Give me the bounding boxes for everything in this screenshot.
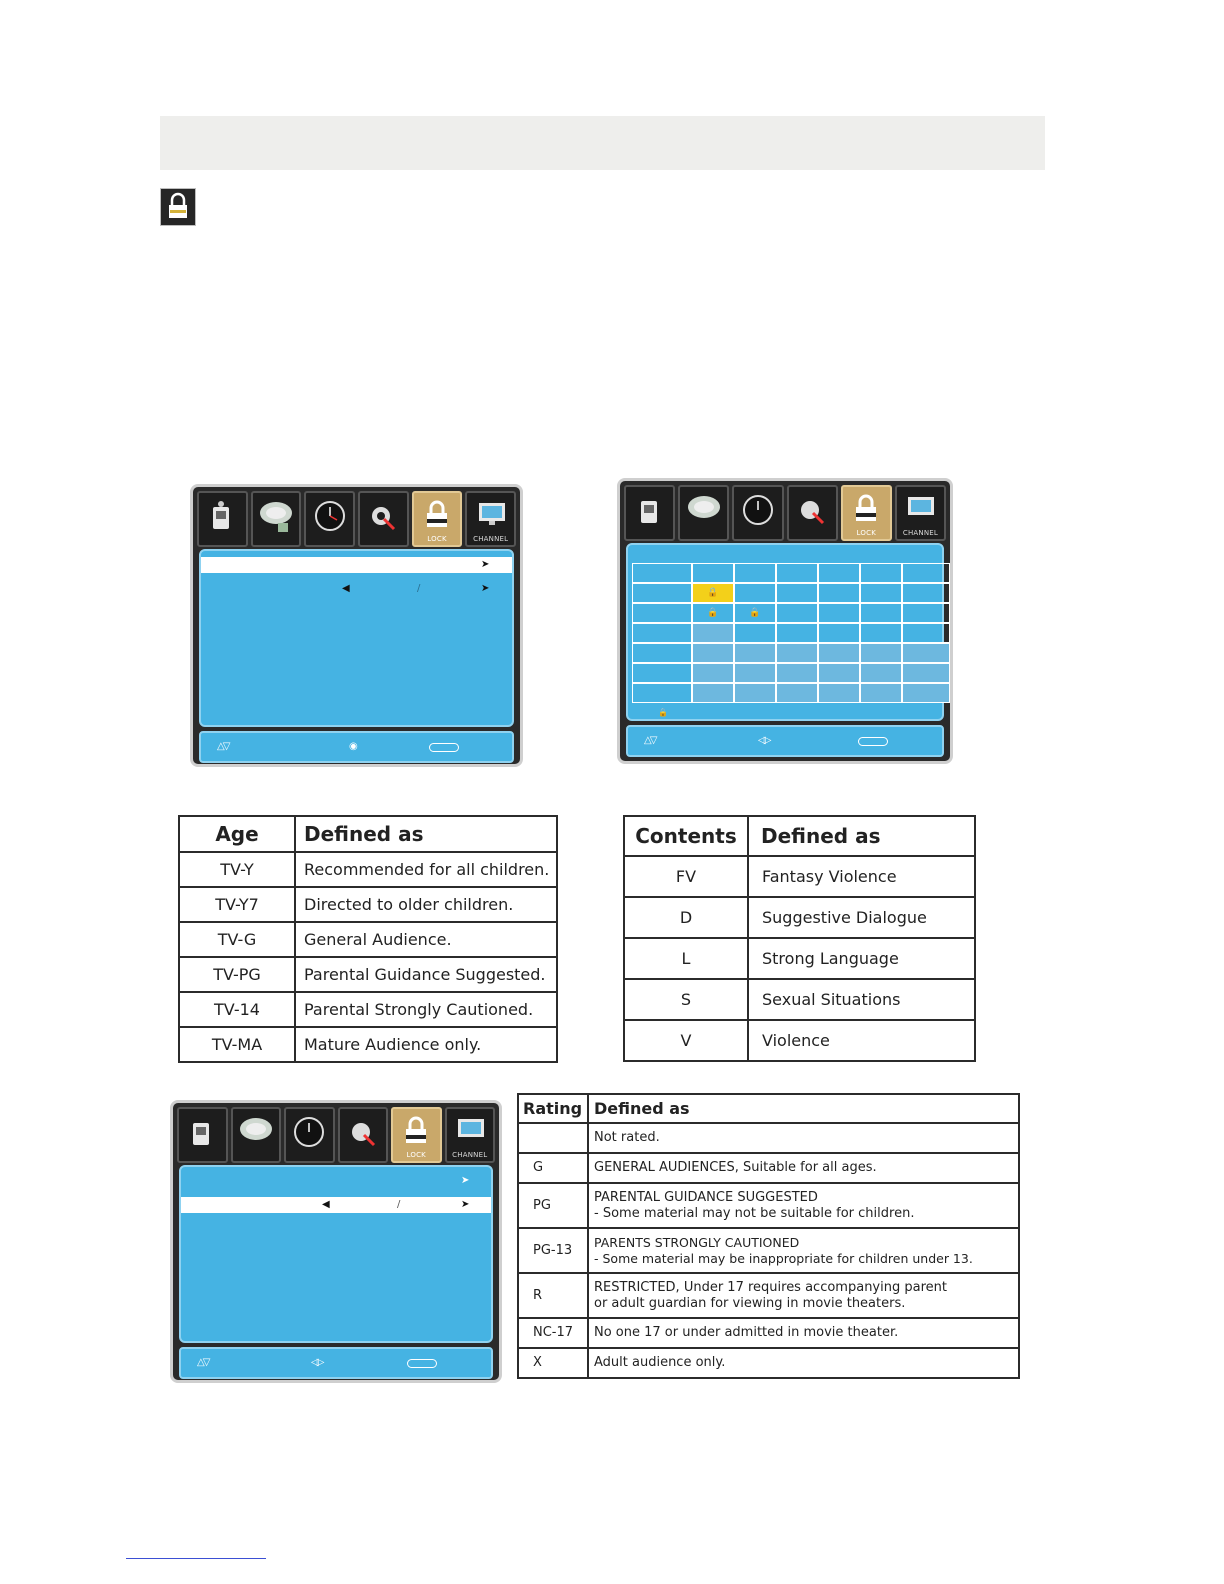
time-icon[interactable] <box>284 1107 335 1163</box>
table-row: TV-G General Audience. <box>179 922 557 957</box>
grid-cell-locked[interactable] <box>692 583 734 603</box>
table-row: PG PARENTAL GUIDANCE SUGGESTED - Some material may not be suitable for children. <box>518 1183 1019 1228</box>
table-row: TV-PG Parental Guidance Suggested. <box>179 957 557 992</box>
table-row: TV-Y Recommended for all children. <box>179 852 557 887</box>
table-row: FV Fantasy Violence <box>624 856 975 897</box>
table-row: V Violence <box>624 1020 975 1061</box>
left-arrow-icon[interactable]: ◀ <box>342 583 350 594</box>
table-row: Not rated. <box>518 1123 1019 1153</box>
setup-icon[interactable] <box>358 491 409 547</box>
table-row: X Adult audience only. <box>518 1348 1019 1378</box>
menu-key-icon <box>429 743 459 752</box>
setup-icon[interactable] <box>338 1107 389 1163</box>
channel-icon[interactable]: CHANNEL <box>465 491 516 547</box>
lock-icon: 🔒 <box>749 608 761 618</box>
tv-menu-lock-age <box>190 484 523 767</box>
lock-menu-tile[interactable]: LOCK <box>412 491 463 547</box>
table-header: Age <box>179 816 295 852</box>
up-down-icon: △▽ <box>644 735 656 746</box>
picture-icon[interactable] <box>177 1107 228 1163</box>
sound-icon[interactable] <box>678 485 729 541</box>
movie-rating-table <box>517 1093 1020 1379</box>
picture-icon[interactable] <box>197 491 248 547</box>
lock-icon <box>160 188 196 226</box>
menu-row[interactable]: ◀ / ➤ <box>342 583 490 594</box>
menu-icon-bar <box>197 491 516 547</box>
sound-icon[interactable] <box>231 1107 282 1163</box>
table-row: L Strong Language <box>624 938 975 979</box>
table-header: Defined as <box>748 816 975 856</box>
menu-row-selected[interactable]: ◀ / ➤ <box>181 1197 491 1213</box>
table-row: PG-13 PARENTS STRONGLY CAUTIONED - Some material may be inappropriate for children under 13. <box>518 1228 1019 1273</box>
menu-row-selected[interactable]: ➤ <box>201 557 512 573</box>
lock-icon: 🔒 <box>658 708 668 717</box>
table-row: R RESTRICTED, Under 17 requires accompanying parent or adult guardian for viewing in movie theaters. <box>518 1273 1019 1318</box>
setup-icon[interactable] <box>787 485 838 541</box>
section-header-band <box>160 116 1045 170</box>
menu-row[interactable]: ➤ <box>461 1175 470 1186</box>
menu-panel <box>199 549 514 727</box>
table-row: NC-17 No one 17 or under admitted in movie theater. <box>518 1318 1019 1348</box>
table-row: TV-MA Mature Audience only. <box>179 1027 557 1062</box>
table-row: D Suggestive Dialogue <box>624 897 975 938</box>
table-row: TV-Y7 Directed to older children. <box>179 887 557 922</box>
time-icon[interactable] <box>732 485 783 541</box>
menu-key-icon <box>407 1359 437 1368</box>
right-arrow-icon[interactable]: ➤ <box>481 583 490 594</box>
lock-icon: 🔒 <box>707 588 719 598</box>
grid-cell-locked[interactable] <box>734 603 776 623</box>
up-down-icon: △▽ <box>217 741 229 752</box>
lock-menu-tile[interactable]: LOCK <box>841 485 892 541</box>
rating-grid-panel <box>626 543 944 721</box>
table-row: G GENERAL AUDIENCES, Suitable for all ages. <box>518 1153 1019 1183</box>
grid-cell-locked[interactable] <box>692 603 734 623</box>
sound-icon[interactable] <box>251 491 302 547</box>
menu-footer <box>626 725 944 757</box>
footer-link-underline[interactable] <box>126 1558 266 1559</box>
enter-icon: ◉ <box>349 741 356 752</box>
table-header: Defined as <box>295 816 557 852</box>
up-down-icon: △▽ <box>197 1357 209 1368</box>
left-right-icon: ◁▷ <box>311 1357 323 1368</box>
table-header: Defined as <box>588 1094 1019 1123</box>
menu-icon-bar <box>177 1107 495 1163</box>
channel-icon[interactable]: CHANNEL <box>895 485 946 541</box>
lock-icon: 🔒 <box>707 608 719 618</box>
table-row: TV-14 Parental Strongly Cautioned. <box>179 992 557 1027</box>
tv-rating-table <box>178 815 558 1063</box>
menu-key-icon <box>858 737 888 746</box>
channel-icon[interactable]: CHANNEL <box>445 1107 496 1163</box>
menu-panel <box>179 1165 493 1343</box>
right-arrow-icon[interactable]: ➤ <box>461 1199 470 1210</box>
left-arrow-icon[interactable]: ◀ <box>322 1199 330 1210</box>
lock-menu-tile[interactable]: LOCK <box>391 1107 442 1163</box>
menu-icon-bar <box>624 485 946 541</box>
time-icon[interactable] <box>304 491 355 547</box>
tv-menu-rating-grid <box>617 478 953 764</box>
menu-footer <box>199 731 514 763</box>
menu-footer <box>179 1347 493 1379</box>
table-header: Contents <box>624 816 748 856</box>
contents-table <box>623 815 976 1062</box>
table-row: S Sexual Situations <box>624 979 975 1020</box>
picture-icon[interactable] <box>624 485 675 541</box>
left-right-icon: ◁▷ <box>758 735 770 746</box>
table-header: Rating <box>518 1094 588 1123</box>
tv-menu-lock-movie <box>170 1100 502 1383</box>
